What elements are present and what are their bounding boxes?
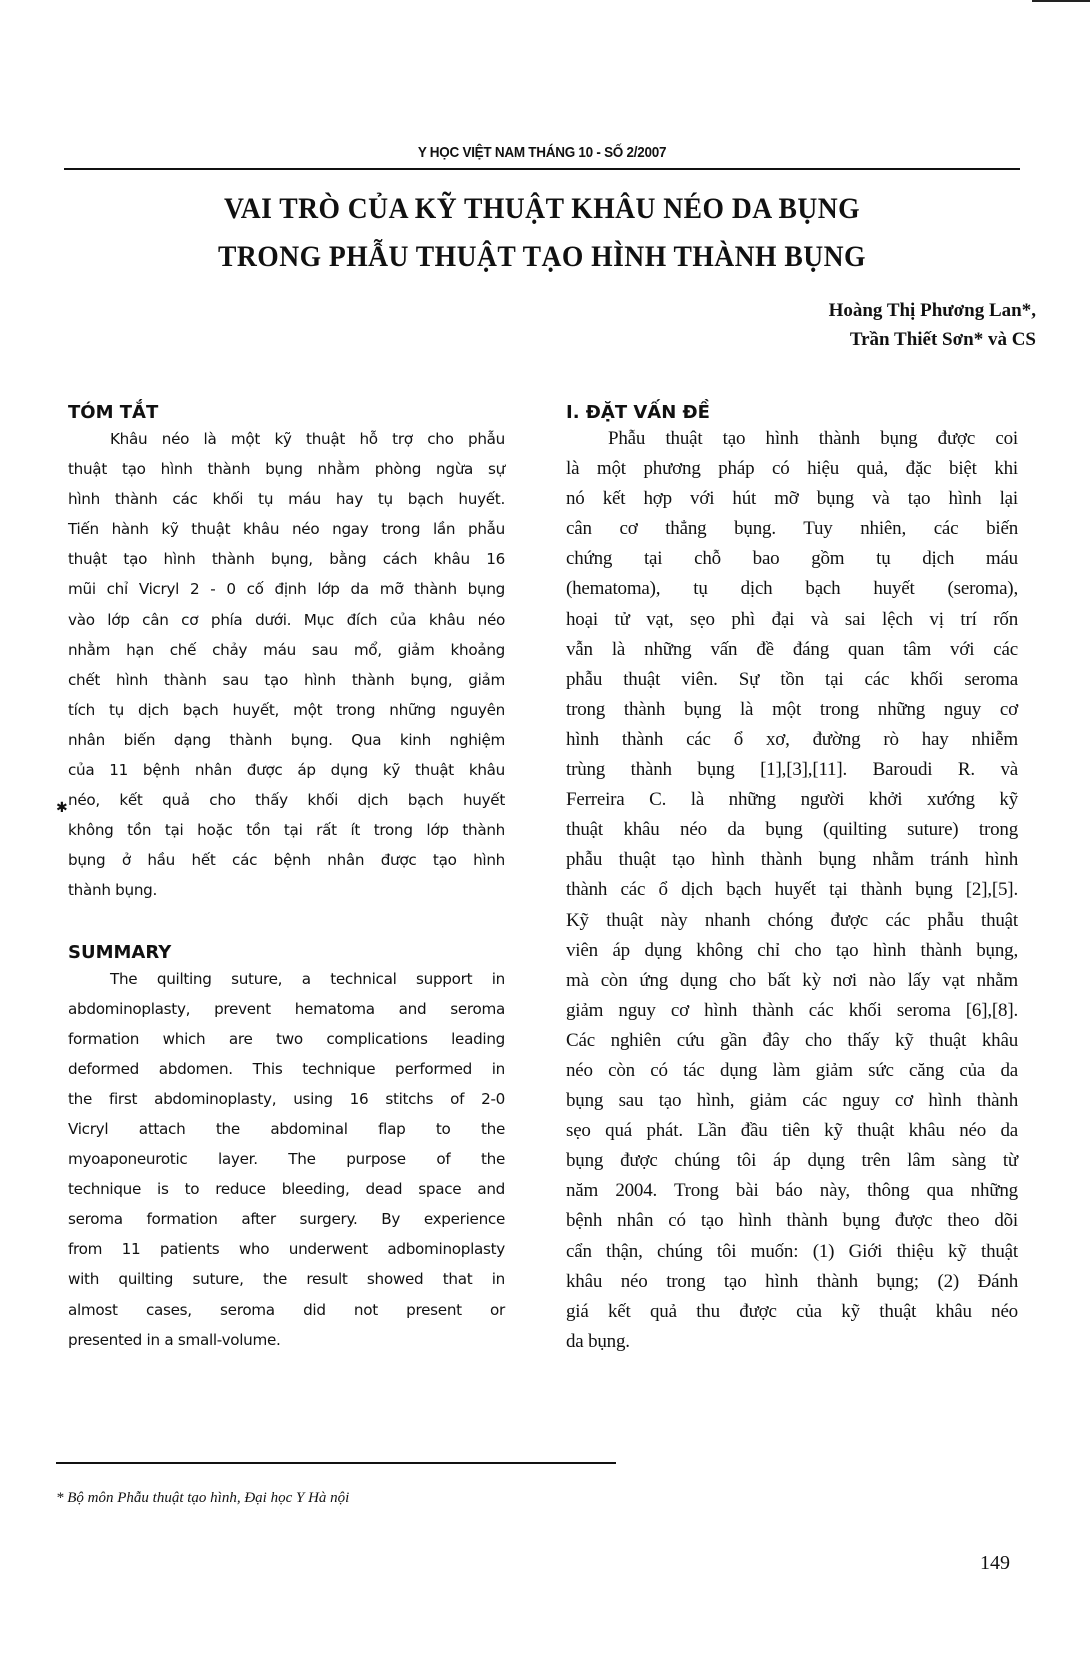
text-line: Tiến hành kỹ thuật khâu néo ngay trong lần phẫu <box>68 520 505 539</box>
text-line: cẩn thận, chúng tôi muốn: (1) Giới thiệu kỹ thuật <box>566 1240 1018 1262</box>
abstract-vietnamese <box>68 402 505 906</box>
abstract-en-body <box>68 964 505 1355</box>
header-rule <box>64 168 1020 170</box>
introduction-body <box>566 424 1018 1357</box>
text-line: (hematoma), tụ dịch bạch huyết (seroma), <box>566 578 1018 600</box>
text-line: không tồn tại hoặc tồn tại rất ít trong lớp thành <box>68 821 505 840</box>
article-title-line-1: VAI TRÒ CỦA KỸ THUẬT KHÂU NÉO DA BỤNG <box>223 192 861 225</box>
text-line: bệnh nhân có tạo hình thành bụng được theo dõi <box>566 1210 1018 1232</box>
scan-border-line <box>1032 0 1090 2</box>
text-line: formation which are two complications leading <box>68 1029 505 1048</box>
text-line: from 11 patients who underwent adbominoplasty <box>68 1240 505 1259</box>
text-line: Khâu néo là một kỹ thuật hỗ trợ cho phẫu <box>110 430 505 448</box>
text-line: mũi chỉ Vicryl 2 - 0 cố định lớp da mỡ thành bụng <box>68 580 505 599</box>
text-line: bụng sau tạo hình, giảm các nguy cơ hình thành <box>566 1090 1018 1112</box>
text-line: viên áp dụng không chỉ cho tạo hình thành bụng, <box>566 939 1018 961</box>
abstract-english <box>68 942 505 1355</box>
text-line: bụng ở hầu hết các bệnh nhân được tạo hình <box>68 851 505 870</box>
right-column <box>566 402 1018 1357</box>
text-line: phẫu thuật viên. Sự tồn tại các khối seroma <box>566 668 1018 690</box>
section-heading-introduction: I. ĐẶT VẤN ĐỀ <box>566 402 710 423</box>
text-line: Phẫu thuật tạo hình thành bụng được coi <box>608 428 1018 449</box>
text-line: nó kết hợp với hút mỡ bụng và tạo hình lại <box>566 488 1018 510</box>
introduction-section <box>566 402 1018 1357</box>
text-line: phẫu thuật tạo hình thành bụng nhằm tránh hình <box>566 849 1018 871</box>
text-line: vẫn là những vấn đề đáng quan tâm với các <box>566 638 1018 660</box>
text-line: của 11 bệnh nhân được áp dụng kỹ thuật khâu <box>68 761 505 780</box>
text-line: chứng tại chỗ bao gồm tụ dịch máu <box>566 548 1018 570</box>
section-heading-tom-tat: TÓM TẮT <box>68 402 159 423</box>
author-block <box>829 296 1036 354</box>
text-line: The quilting suture, a technical support in <box>110 969 505 988</box>
text-line: with quilting suture, the result showed that in <box>68 1270 505 1289</box>
text-line: nhằm hạn chế chảy máu sau mổ, giảm khoảng <box>68 640 505 659</box>
text-line: thành các ổ dịch bạch huyết tại thành bụng [2],[5]. <box>566 879 1018 901</box>
text-line: trùng thành bụng [1],[3],[11]. Baroudi R. và <box>566 759 1018 781</box>
text-line: abdominoplasty, prevent hematoma and seroma <box>68 999 505 1018</box>
text-line: tích tụ dịch bạch huyết, một trong những nguyên <box>68 700 505 719</box>
author-line-2: Trần Thiết Sơn* và CS <box>849 329 1036 350</box>
text-line: khâu néo trong tạo hình thành bụng; (2) Đánh <box>566 1270 1018 1292</box>
text-line: cân cơ thẳng bụng. Tuy nhiên, các biến <box>566 518 1018 540</box>
text-line: giảm nguy cơ hình thành các khối seroma [6],[8]. <box>566 999 1018 1021</box>
text-line: mà còn ứng dụng cho bất kỳ nơi nào lấy vạt nhằm <box>566 969 1018 991</box>
text-line: presented in a small-volume. <box>68 1330 281 1349</box>
text-line: bụng được chúng tôi áp dụng trên lâm sàng từ <box>566 1150 1018 1172</box>
text-line: seroma formation after surgery. By experience <box>68 1210 505 1229</box>
text-line: trong thành bụng là một trong những nguy cơ <box>566 698 1018 720</box>
text-line: almost cases, seroma did not present or <box>68 1300 505 1319</box>
text-line: thuật tạo hình thành bụng nhằm phòng ngừa sự <box>68 460 505 479</box>
text-line: thuật khâu néo da bụng (quilting suture) trong <box>566 819 1018 841</box>
abstract-vi-body <box>68 424 505 906</box>
text-line: da bụng. <box>566 1330 630 1352</box>
author-line-1: Hoàng Thị Phương Lan*, <box>828 300 1036 321</box>
text-line: néo còn có tác dụng làm giảm sức căng của da <box>566 1059 1018 1081</box>
text-line: technique is to reduce bleeding, dead space and <box>68 1180 505 1199</box>
text-line: là một phương pháp có hiệu quả, đặc biệt khi <box>566 458 1018 480</box>
text-line: hình thành các ổ xơ, đường rò hay nhiễm <box>566 728 1018 750</box>
page-number: 149 <box>980 1552 1010 1574</box>
footnote-affiliation: * Bộ môn Phẫu thuật tạo hình, Đại học Y Hà nội <box>56 1490 350 1506</box>
text-line: sẹo quá phát. Lần đầu tiên kỹ thuật khâu néo da <box>566 1120 1018 1142</box>
left-column <box>68 402 505 1355</box>
text-line: thành bụng. <box>68 881 158 900</box>
text-line: giá kết quả thu được của kỹ thuật khâu néo <box>566 1300 1018 1322</box>
text-line: thuật tạo hình thành bụng, bằng cách khâu 16 <box>68 550 505 569</box>
text-line: năm 2004. Trong bài báo này, thông qua những <box>566 1180 1018 1202</box>
journal-header: Y HỌC VIỆT NAM THÁNG 10 - SỐ 2/2007 <box>417 144 667 161</box>
text-line: deformed abdomen. This technique performed in <box>68 1059 505 1078</box>
text-line: Kỹ thuật này nhanh chóng được các phẫu thuật <box>566 909 1018 931</box>
article-title-line-2: TRONG PHẪU THUẬT TẠO HÌNH THÀNH BỤNG <box>218 240 866 273</box>
text-line: chết hình thành sau tạo hình thành bụng, giảm <box>68 670 505 689</box>
text-line: hoại tử vạt, sẹo phì đại và sai lệch vị trí rốn <box>566 608 1018 630</box>
scan-mark: ✱ <box>56 800 68 816</box>
footnote-rule <box>56 1462 616 1464</box>
text-line: Vicryl attach the abdominal flap to the <box>68 1119 505 1138</box>
text-line: myoaponeurotic layer. The purpose of the <box>68 1150 505 1169</box>
text-line: néo, kết quả cho thấy khối dịch bạch huyết <box>68 791 505 810</box>
text-line: the first abdominoplasty, using 16 stitchs of 2-0 <box>68 1089 505 1108</box>
text-line: nhân biến dạng thành bụng. Qua kinh nghiệm <box>68 730 505 749</box>
section-heading-summary: SUMMARY <box>68 941 172 963</box>
text-line: vào lớp cân cơ phía dưới. Mục đích của khâu néo <box>68 610 505 629</box>
text-line: hình thành các khối tụ máu hay tụ bạch huyết. <box>68 490 505 509</box>
text-line: Các nghiên cứu gần đây cho thấy kỹ thuật khâu <box>566 1029 1018 1051</box>
text-line: Ferreira C. là những người khởi xướng kỹ <box>566 789 1018 811</box>
